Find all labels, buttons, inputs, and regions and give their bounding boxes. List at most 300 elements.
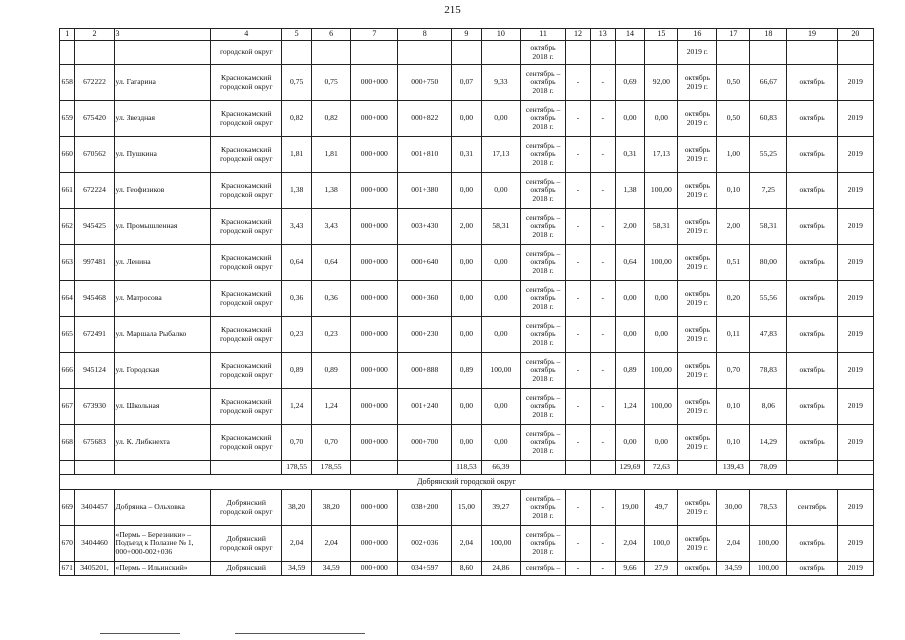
- section-title: Добрянский городской округ: [60, 475, 874, 490]
- cell-col-14: 2,00: [615, 209, 645, 245]
- table-row: [60, 526, 874, 562]
- cell-col-16: октябрь 2019 г.: [678, 209, 717, 245]
- cell-col-18: 66,67: [750, 65, 787, 101]
- cell-col-16: октябрь 2019 г.: [678, 317, 717, 353]
- cell-col-11: сентябрь – октябрь 2018 г.: [520, 389, 565, 425]
- cell-col-1: 670: [60, 526, 75, 562]
- cell-col-1: 671: [60, 562, 75, 576]
- cell-col-10: 0,00: [481, 101, 520, 137]
- column-number-header: [60, 29, 874, 41]
- cell-col-20: 2019: [837, 562, 873, 576]
- cell-col-14: 1,38: [615, 173, 645, 209]
- cell-col-10: 0,00: [481, 317, 520, 353]
- cell-col-18: 78,53: [750, 490, 787, 526]
- cell-col-7: 000+000: [351, 281, 398, 317]
- cell-col-12: -: [566, 425, 591, 461]
- cell-col-1: 662: [60, 209, 75, 245]
- cell-col-20: 2019: [837, 101, 873, 137]
- cell-col-4: Краснокамский городской округ: [211, 65, 282, 101]
- cell-col-4: Краснокамский городской округ: [211, 137, 282, 173]
- cell-col-14: 0,64: [615, 245, 645, 281]
- cell-col-5: 178,55: [282, 461, 312, 475]
- cell-col-7: 000+000: [351, 562, 398, 576]
- cell-col-15: 72,63: [645, 461, 678, 475]
- cell-col-15: 100,0: [645, 526, 678, 562]
- cell-col-1: 1: [60, 29, 75, 41]
- cell-col-11: сентябрь – октябрь 2018 г.: [520, 209, 565, 245]
- cell-col-6: 38,20: [312, 490, 351, 526]
- cell-col-19: [787, 41, 837, 65]
- cell-col-16: октябрь 2019 г.: [678, 173, 717, 209]
- cell-col-7: 000+000: [351, 173, 398, 209]
- cell-col-17: 0,51: [717, 245, 750, 281]
- cell-col-13: -: [590, 245, 615, 281]
- cell-col-8: 003+430: [398, 209, 452, 245]
- cell-col-5: 38,20: [282, 490, 312, 526]
- cell-col-10: 0,00: [481, 389, 520, 425]
- cell-col-3: ул. Городская: [114, 353, 211, 389]
- cell-col-1: 664: [60, 281, 75, 317]
- cell-col-18: 58,31: [750, 209, 787, 245]
- cell-col-13: -: [590, 425, 615, 461]
- cell-col-11: сентябрь – октябрь 2018 г.: [520, 101, 565, 137]
- cell-col-1: 658: [60, 65, 75, 101]
- cell-col-7: 7: [351, 29, 398, 41]
- cell-col-16: октябрь 2019 г.: [678, 353, 717, 389]
- cell-col-4: Краснокамский городской округ: [211, 209, 282, 245]
- table-row: [60, 173, 874, 209]
- cell-col-17: 17: [717, 29, 750, 41]
- cell-col-19: октябрь: [787, 526, 837, 562]
- cell-col-8: 8: [398, 29, 452, 41]
- cell-col-17: 0,50: [717, 101, 750, 137]
- cell-col-15: 58,31: [645, 209, 678, 245]
- cell-col-11: сентябрь – октябрь 2018 г.: [520, 526, 565, 562]
- table-row: [60, 317, 874, 353]
- cell-col-13: [590, 41, 615, 65]
- cell-col-5: 1,24: [282, 389, 312, 425]
- cell-col-3: ул. Геофизиков: [114, 173, 211, 209]
- cell-col-6: 34,59: [312, 562, 351, 576]
- cell-col-1: 665: [60, 317, 75, 353]
- cell-col-10: 17,13: [481, 137, 520, 173]
- cell-col-16: октябрь 2019 г.: [678, 245, 717, 281]
- cell-col-7: 000+000: [351, 526, 398, 562]
- cell-col-3: 3: [114, 29, 211, 41]
- cell-col-16: октябрь 2019 г.: [678, 389, 717, 425]
- table-row: [60, 389, 874, 425]
- cell-col-12: [566, 41, 591, 65]
- cell-col-5: 0,89: [282, 353, 312, 389]
- cell-col-5: 0,75: [282, 65, 312, 101]
- cell-col-19: октябрь: [787, 353, 837, 389]
- cell-col-14: 129,69: [615, 461, 645, 475]
- cell-col-20: 2019: [837, 353, 873, 389]
- cell-col-6: 1,24: [312, 389, 351, 425]
- cell-col-18: 7,25: [750, 173, 787, 209]
- cell-col-13: -: [590, 209, 615, 245]
- cell-col-8: 001+810: [398, 137, 452, 173]
- cell-col-1: 663: [60, 245, 75, 281]
- cell-col-6: 1,81: [312, 137, 351, 173]
- cell-col-12: -: [566, 245, 591, 281]
- cell-col-17: 2,04: [717, 526, 750, 562]
- cell-col-3: ул. Звездная: [114, 101, 211, 137]
- cell-col-14: 0,89: [615, 353, 645, 389]
- cell-col-7: [351, 461, 398, 475]
- cell-col-12: -: [566, 562, 591, 576]
- cell-col-5: 0,64: [282, 245, 312, 281]
- cell-col-8: 000+700: [398, 425, 452, 461]
- cell-col-10: [481, 41, 520, 65]
- cell-col-15: 15: [645, 29, 678, 41]
- cell-col-17: 0,20: [717, 281, 750, 317]
- cell-col-7: [351, 41, 398, 65]
- cell-col-4: Добрянский городской округ: [211, 526, 282, 562]
- cell-col-9: 0,00: [451, 389, 481, 425]
- cell-col-9: 0,89: [451, 353, 481, 389]
- section-header-row: [60, 475, 874, 490]
- cell-col-6: 6: [312, 29, 351, 41]
- cell-col-15: 27,9: [645, 562, 678, 576]
- cell-col-4: Краснокамский городской округ: [211, 245, 282, 281]
- cell-col-4: 4: [211, 29, 282, 41]
- cell-col-9: 9: [451, 29, 481, 41]
- cell-col-12: -: [566, 317, 591, 353]
- cell-col-13: -: [590, 101, 615, 137]
- cell-col-3: ул. Школьная: [114, 389, 211, 425]
- cell-col-6: 0,64: [312, 245, 351, 281]
- cell-col-12: -: [566, 526, 591, 562]
- cell-col-4: Краснокамский городской округ: [211, 173, 282, 209]
- cell-col-7: 000+000: [351, 425, 398, 461]
- cell-col-12: -: [566, 65, 591, 101]
- cell-col-14: 0,00: [615, 281, 645, 317]
- cell-col-20: 2019: [837, 65, 873, 101]
- table-row: [60, 281, 874, 317]
- cell-col-8: 000+888: [398, 353, 452, 389]
- cell-col-18: 100,00: [750, 562, 787, 576]
- cell-col-16: октябрь 2019 г.: [678, 526, 717, 562]
- cell-col-10: 39,27: [481, 490, 520, 526]
- cell-col-16: [678, 461, 717, 475]
- cell-col-11: октябрь 2018 г.: [520, 41, 565, 65]
- cell-col-7: 000+000: [351, 209, 398, 245]
- cell-col-1: 661: [60, 173, 75, 209]
- cell-col-3: Добрянка – Ольховка: [114, 490, 211, 526]
- cell-col-3: ул. Гагарина: [114, 65, 211, 101]
- cell-col-14: 0,00: [615, 101, 645, 137]
- cell-col-13: -: [590, 526, 615, 562]
- cell-col-5: 0,70: [282, 425, 312, 461]
- cell-col-18: 8,06: [750, 389, 787, 425]
- cell-col-20: 2019: [837, 526, 873, 562]
- cell-col-5: 3,43: [282, 209, 312, 245]
- footer-rule-left: [100, 633, 180, 634]
- cell-col-7: 000+000: [351, 65, 398, 101]
- cell-col-19: октябрь: [787, 65, 837, 101]
- cell-col-18: 60,83: [750, 101, 787, 137]
- cell-col-20: [837, 461, 873, 475]
- cell-col-9: 118,53: [451, 461, 481, 475]
- cell-col-8: 002+036: [398, 526, 452, 562]
- cell-col-18: 47,83: [750, 317, 787, 353]
- cell-col-12: -: [566, 490, 591, 526]
- cell-col-16: октябрь 2019 г.: [678, 137, 717, 173]
- table-row: [60, 245, 874, 281]
- cell-col-9: 0,00: [451, 281, 481, 317]
- cell-col-8: 001+380: [398, 173, 452, 209]
- cell-col-9: 0,07: [451, 65, 481, 101]
- cell-col-12: 12: [566, 29, 591, 41]
- cell-col-14: [615, 41, 645, 65]
- cell-col-8: [398, 461, 452, 475]
- cell-col-3: [114, 461, 211, 475]
- cell-col-15: 100,00: [645, 173, 678, 209]
- cell-col-2: [75, 461, 114, 475]
- cell-col-11: [520, 461, 565, 475]
- cell-col-9: 0,00: [451, 425, 481, 461]
- cell-col-9: 0,00: [451, 173, 481, 209]
- cell-col-19: октябрь: [787, 209, 837, 245]
- cell-col-15: 17,13: [645, 137, 678, 173]
- cell-col-8: 038+200: [398, 490, 452, 526]
- cell-col-19: октябрь: [787, 137, 837, 173]
- cell-col-4: Краснокамский городской округ: [211, 353, 282, 389]
- table-row-total: [60, 461, 874, 475]
- cell-col-20: 20: [837, 29, 873, 41]
- cell-col-12: -: [566, 173, 591, 209]
- cell-col-16: октябрь 2019 г.: [678, 425, 717, 461]
- table-row-continuation: [60, 41, 874, 65]
- cell-col-1: 668: [60, 425, 75, 461]
- cell-col-2: 673930: [75, 389, 114, 425]
- cell-col-20: 2019: [837, 317, 873, 353]
- cell-col-3: ул. Ленина: [114, 245, 211, 281]
- cell-col-5: 1,38: [282, 173, 312, 209]
- cell-col-1: 667: [60, 389, 75, 425]
- cell-col-10: 66,39: [481, 461, 520, 475]
- cell-col-15: 0,00: [645, 101, 678, 137]
- cell-col-15: 100,00: [645, 353, 678, 389]
- cell-col-13: -: [590, 65, 615, 101]
- cell-col-1: [60, 461, 75, 475]
- cell-col-10: 58,31: [481, 209, 520, 245]
- cell-col-11: сентябрь – октябрь 2018 г.: [520, 137, 565, 173]
- cell-col-17: 34,59: [717, 562, 750, 576]
- cell-col-7: 000+000: [351, 137, 398, 173]
- cell-col-1: [60, 41, 75, 65]
- cell-col-6: [312, 41, 351, 65]
- cell-col-20: 2019: [837, 137, 873, 173]
- cell-col-4: городской округ: [211, 41, 282, 65]
- cell-col-20: 2019: [837, 490, 873, 526]
- cell-col-9: 15,00: [451, 490, 481, 526]
- cell-col-11: сентябрь – октябрь 2018 г.: [520, 317, 565, 353]
- cell-col-3: ул. К. Либкнехта: [114, 425, 211, 461]
- cell-col-7: 000+000: [351, 389, 398, 425]
- cell-col-12: -: [566, 353, 591, 389]
- cell-col-13: -: [590, 173, 615, 209]
- cell-col-11: сентябрь – октябрь 2018 г.: [520, 281, 565, 317]
- cell-col-12: -: [566, 101, 591, 137]
- cell-col-13: -: [590, 281, 615, 317]
- cell-col-12: -: [566, 209, 591, 245]
- cell-col-2: 675683: [75, 425, 114, 461]
- cell-col-17: 30,00: [717, 490, 750, 526]
- cell-col-4: [211, 461, 282, 475]
- cell-col-13: -: [590, 490, 615, 526]
- cell-col-8: 000+822: [398, 101, 452, 137]
- cell-col-9: 2,04: [451, 526, 481, 562]
- cell-col-5: 1,81: [282, 137, 312, 173]
- cell-col-8: 000+640: [398, 245, 452, 281]
- cell-col-16: октябрь 2019 г.: [678, 490, 717, 526]
- cell-col-10: 0,00: [481, 245, 520, 281]
- cell-col-13: -: [590, 353, 615, 389]
- cell-col-12: -: [566, 281, 591, 317]
- table-row: [60, 137, 874, 173]
- cell-col-1: 660: [60, 137, 75, 173]
- cell-col-18: 14,29: [750, 425, 787, 461]
- cell-col-17: 0,10: [717, 389, 750, 425]
- cell-col-14: 1,24: [615, 389, 645, 425]
- cell-col-2: 672491: [75, 317, 114, 353]
- cell-col-19: октябрь: [787, 389, 837, 425]
- cell-col-14: 14: [615, 29, 645, 41]
- cell-col-10: 24,86: [481, 562, 520, 576]
- cell-col-2: 670562: [75, 137, 114, 173]
- cell-col-17: 2,00: [717, 209, 750, 245]
- cell-col-8: 000+230: [398, 317, 452, 353]
- cell-col-6: 178,55: [312, 461, 351, 475]
- cell-col-18: 55,56: [750, 281, 787, 317]
- cell-col-5: 2,04: [282, 526, 312, 562]
- cell-col-19: октябрь: [787, 317, 837, 353]
- page-number: 215: [444, 4, 461, 16]
- cell-col-15: 0,00: [645, 281, 678, 317]
- cell-col-16: 2019 г.: [678, 41, 717, 65]
- cell-col-6: 0,36: [312, 281, 351, 317]
- cell-col-10: 0,00: [481, 425, 520, 461]
- cell-col-20: 2019: [837, 281, 873, 317]
- table-row: [60, 65, 874, 101]
- cell-col-3: ул. Матросова: [114, 281, 211, 317]
- cell-col-2: 3404460: [75, 526, 114, 562]
- cell-col-8: 001+240: [398, 389, 452, 425]
- cell-col-6: 0,23: [312, 317, 351, 353]
- cell-col-6: 0,75: [312, 65, 351, 101]
- cell-col-20: 2019: [837, 425, 873, 461]
- cell-col-5: 34,59: [282, 562, 312, 576]
- cell-col-12: -: [566, 137, 591, 173]
- cell-col-9: 0,00: [451, 317, 481, 353]
- cell-col-10: 9,33: [481, 65, 520, 101]
- cell-col-2: 3405201,: [75, 562, 114, 576]
- cell-col-1: 666: [60, 353, 75, 389]
- cell-col-9: [451, 41, 481, 65]
- cell-col-6: 0,89: [312, 353, 351, 389]
- cell-col-1: 669: [60, 490, 75, 526]
- cell-col-6: 0,70: [312, 425, 351, 461]
- cell-col-19: октябрь: [787, 173, 837, 209]
- cell-col-17: 1,00: [717, 137, 750, 173]
- cell-col-6: 2,04: [312, 526, 351, 562]
- cell-col-2: 945124: [75, 353, 114, 389]
- table-row: [60, 101, 874, 137]
- cell-col-18: [750, 41, 787, 65]
- cell-col-6: 3,43: [312, 209, 351, 245]
- cell-col-2: 997481: [75, 245, 114, 281]
- cell-col-13: -: [590, 137, 615, 173]
- cell-col-17: 0,11: [717, 317, 750, 353]
- cell-col-19: сентябрь: [787, 490, 837, 526]
- cell-col-9: 8,60: [451, 562, 481, 576]
- cell-col-3: «Пермь – Березники» – Подъезд к Полазне № 1, 000+000-002+036: [114, 526, 211, 562]
- cell-col-10: 0,00: [481, 281, 520, 317]
- cell-col-5: [282, 41, 312, 65]
- cell-col-16: 16: [678, 29, 717, 41]
- cell-col-19: октябрь: [787, 245, 837, 281]
- cell-col-18: 100,00: [750, 526, 787, 562]
- cell-col-17: 0,10: [717, 173, 750, 209]
- cell-col-16: октябрь 2019 г.: [678, 101, 717, 137]
- cell-col-14: 0,69: [615, 65, 645, 101]
- table-row: [60, 490, 874, 526]
- cell-col-3: ул. Маршала Рыбалко: [114, 317, 211, 353]
- cell-col-13: [590, 461, 615, 475]
- table-row: [60, 425, 874, 461]
- cell-col-4: Добрянский городской округ: [211, 490, 282, 526]
- cell-col-18: 18: [750, 29, 787, 41]
- cell-col-13: -: [590, 562, 615, 576]
- cell-col-5: 0,82: [282, 101, 312, 137]
- cell-col-7: 000+000: [351, 245, 398, 281]
- cell-col-2: 3404457: [75, 490, 114, 526]
- cell-col-17: [717, 41, 750, 65]
- cell-col-8: 034+597: [398, 562, 452, 576]
- cell-col-13: -: [590, 317, 615, 353]
- cell-col-2: 945468: [75, 281, 114, 317]
- cell-col-18: 55,25: [750, 137, 787, 173]
- cell-col-11: 11: [520, 29, 565, 41]
- cell-col-6: 1,38: [312, 173, 351, 209]
- cell-col-15: 49,7: [645, 490, 678, 526]
- cell-col-5: 0,36: [282, 281, 312, 317]
- table-row-partial: [60, 562, 874, 576]
- cell-col-14: 0,31: [615, 137, 645, 173]
- cell-col-17: 0,10: [717, 425, 750, 461]
- cell-col-3: «Пермь – Ильинский»: [114, 562, 211, 576]
- cell-col-9: 0,00: [451, 101, 481, 137]
- cell-col-2: 672222: [75, 65, 114, 101]
- cell-col-15: 0,00: [645, 317, 678, 353]
- cell-col-10: 100,00: [481, 353, 520, 389]
- cell-col-1: 659: [60, 101, 75, 137]
- cell-col-16: октябрь: [678, 562, 717, 576]
- cell-col-4: Добрянский: [211, 562, 282, 576]
- cell-col-7: 000+000: [351, 317, 398, 353]
- cell-col-19: октябрь: [787, 562, 837, 576]
- cell-col-19: октябрь: [787, 281, 837, 317]
- cell-col-7: 000+000: [351, 101, 398, 137]
- cell-col-17: 139,43: [717, 461, 750, 475]
- cell-col-2: 2: [75, 29, 114, 41]
- cell-col-11: сентябрь – октябрь 2018 г.: [520, 425, 565, 461]
- cell-col-20: 2019: [837, 209, 873, 245]
- cell-col-10: 0,00: [481, 173, 520, 209]
- cell-col-13: -: [590, 389, 615, 425]
